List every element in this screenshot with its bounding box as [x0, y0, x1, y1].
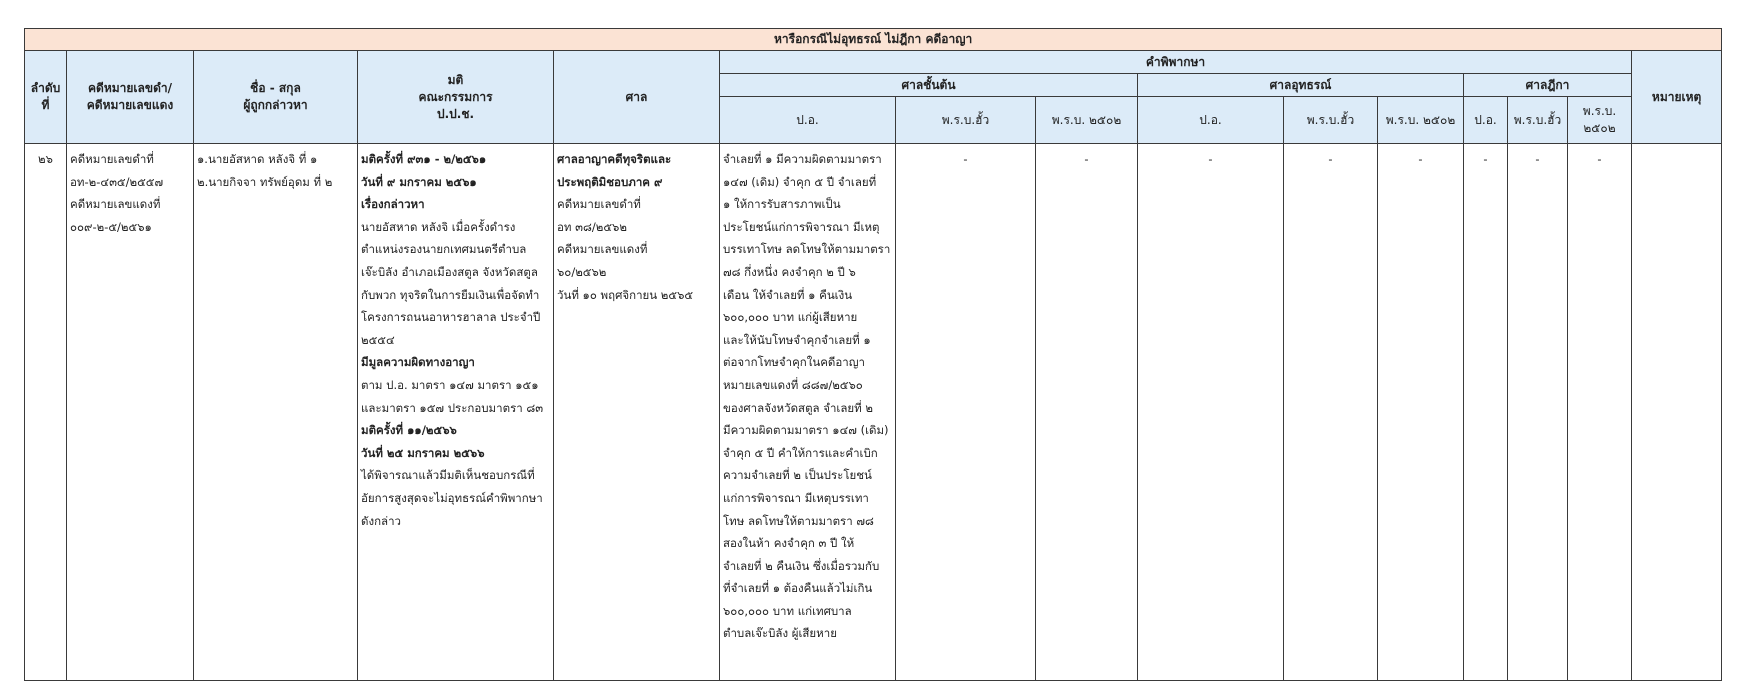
- resolution-line: ได้พิจารณาแล้วมีมติเห็นชอบกรณีที่: [361, 468, 535, 483]
- header-supreme-court: ศาลฎีกา: [1464, 74, 1632, 97]
- row-remark: [1632, 144, 1722, 681]
- header-supreme-prb-2502-line-2: ๒๕๐๒: [1583, 121, 1616, 135]
- case-line: ๐๐๙-๒-๕/๒๕๖๑: [70, 219, 152, 234]
- accused-name: ๒.นายกิจจา ทรัพย์อุดม ที่ ๒: [197, 174, 333, 189]
- header-no-line-1: ลำดับ: [30, 81, 61, 95]
- judgment-line: ประโยชน์แก่การพิจารณา มีเหตุ: [723, 219, 880, 234]
- resolution-line: เจ๊ะบิลัง อำเภอเมืองสตูล จังหวัดสตูล: [361, 264, 538, 279]
- judgment-line: แก่การพิจารณา มีเหตุบรรเทา: [723, 490, 869, 505]
- judgment-line: หมายเลขแดงที่ ๘๘๗/๒๕๖๐: [723, 377, 863, 392]
- header-name-line-2: ผู้ถูกกล่าวหา: [243, 98, 308, 112]
- judgment-line: เดือน ให้จำเลยที่ ๑ คืนเงิน: [723, 287, 853, 302]
- row-judgment-supreme-prb-2502: [1568, 144, 1632, 681]
- empty-dash: -: [1328, 152, 1333, 166]
- empty-dash: -: [963, 152, 968, 166]
- empty-dash: -: [1597, 152, 1602, 166]
- row-judgment-supreme-po: [1464, 144, 1508, 681]
- judgment-line: ของศาลจังหวัดสตูล จำเลยที่ ๒: [723, 400, 873, 415]
- judgment-line: ต่อจากโทษจำคุกในคดีอาญา: [723, 355, 865, 370]
- judgment-line: ๖๐๐,๐๐๐ บาท แก่ผู้เสียหาย: [723, 310, 858, 325]
- header-remark: หมายเหตุ: [1632, 51, 1722, 144]
- judgment-line: มีความผิดตามมาตรา ๑๔๗ (เดิม): [723, 423, 889, 438]
- header-appeal-prb-hua: พ.ร.บ.ฮั้ว: [1284, 97, 1378, 144]
- resolution-line: เรื่องกล่าวหา: [361, 197, 425, 212]
- resolution-line: กับพวก ทุจริตในการยืมเงินเพื่อจัดทำ: [361, 287, 540, 302]
- resolution-line: โครงการถนนอาหารฮาลาล ประจำปี: [361, 310, 541, 325]
- header-resolution: [358, 51, 554, 144]
- case-line: อท-๒-๔๓๕/๒๕๕๗: [70, 174, 164, 189]
- court-line: ประพฤติมิชอบภาค ๙: [557, 174, 663, 189]
- header-supreme-po: ป.อ.: [1464, 97, 1508, 144]
- judgment-line: ที่จำเลยที่ ๑ ต้องคืนแล้วไม่เกิน: [723, 581, 873, 596]
- judgment-line: โทษ ลดโทษให้ตามมาตรา ๗๘: [723, 513, 874, 528]
- resolution-line: มีมูลความผิดทางอาญา: [361, 355, 475, 370]
- header-name-line-1: ชื่อ - สกุล: [250, 81, 301, 95]
- resolution-line: ตาม ป.อ. มาตรา ๑๔๗ มาตรา ๑๕๑: [361, 377, 539, 392]
- header-case-line-1: คดีหมายเลขดำ/: [88, 81, 172, 95]
- header-case-line-2: คดีหมายเลขแดง: [86, 98, 174, 112]
- resolution-line: นายอัสหาด หลังจิ เมื่อครั้งดำรง: [361, 219, 516, 234]
- row-accused-names: [194, 144, 358, 681]
- header-supreme-prb-2502-line-1: พ.ร.บ.: [1582, 104, 1617, 118]
- header-appeal-po: ป.อ.: [1138, 97, 1284, 144]
- row-case-number: [67, 144, 194, 681]
- header-appeal-prb-2502: พ.ร.บ. ๒๕๐๒: [1378, 97, 1464, 144]
- empty-dash: -: [1208, 152, 1213, 166]
- row-judgment-appeal-po: [1138, 144, 1284, 681]
- judgment-line: ตำบลเจ๊ะบิลัง ผู้เสียหาย: [723, 626, 837, 641]
- judgment-line: ความจำเลยที่ ๒ เป็นประโยชน์: [723, 468, 872, 483]
- row-number: ๒๖: [25, 144, 67, 681]
- row-court: [554, 144, 720, 681]
- sheet-title: หารือกรณีไม่อุทธรณ์ ไม่ฎีกา คดีอาญา: [25, 29, 1722, 51]
- header-accused-name: [194, 51, 358, 144]
- court-line: ศาลอาญาคดีทุจริตและ: [557, 152, 672, 166]
- resolution-line: มติครั้งที่ ๙๓๑ - ๒/๒๕๖๑: [361, 152, 487, 166]
- judgment-line: ๑๔๗ (เดิม) จำคุก ๕ ปี จำเลยที่: [723, 174, 877, 189]
- row-judgment-first-prb-hua: [896, 144, 1036, 681]
- resolution-line: และมาตรา ๑๕๗ ประกอบมาตรา ๘๓: [361, 400, 544, 415]
- case-line: คดีหมายเลขดำที่: [70, 152, 154, 166]
- row-judgment-appeal-prb-hua: [1284, 144, 1378, 681]
- header-no: [25, 51, 67, 144]
- spreadsheet-table: [24, 28, 1721, 672]
- header-first-po: ป.อ.: [720, 97, 896, 144]
- resolution-line: อัยการสูงสุดจะไม่อุทธรณ์คำพิพากษา: [361, 490, 543, 505]
- header-resolution-line-1: มติ: [447, 72, 464, 87]
- header-resolution-line-2: คณะกรรมการ: [418, 89, 493, 104]
- header-first-prb-2502: พ.ร.บ. ๒๕๐๒: [1036, 97, 1138, 144]
- row-judgment-first-po: [720, 144, 896, 681]
- empty-dash: -: [1084, 152, 1089, 166]
- row-resolution: [358, 144, 554, 681]
- header-first-instance-court: ศาลชั้นต้น: [720, 74, 1138, 97]
- header-resolution-line-3: ป.ป.ช.: [436, 106, 475, 121]
- court-line: คดีหมายเลขดำที่: [557, 197, 641, 212]
- court-line: วันที่ ๑๐ พฤศจิกายน ๒๕๖๕: [557, 287, 694, 302]
- header-supreme-prb-hua: พ.ร.บ.ฮั้ว: [1508, 97, 1568, 144]
- court-line: คดีหมายเลขแดงที่: [557, 242, 648, 257]
- empty-dash: -: [1418, 152, 1423, 166]
- empty-dash: -: [1483, 152, 1488, 166]
- header-supreme-prb-2502: [1568, 97, 1632, 144]
- header-appeal-court: ศาลอุทธรณ์: [1138, 74, 1464, 97]
- judgment-line: ๖๐๐,๐๐๐ บาท แก่เทศบาล: [723, 603, 852, 618]
- judgment-line: บรรเทาโทษ ลดโทษให้ตามมาตรา: [723, 242, 891, 257]
- header-judgment: คำพิพากษา: [720, 51, 1632, 74]
- judgment-line: และให้นับโทษจำคุกจำเลยที่ ๑: [723, 332, 871, 347]
- judgment-line: ๑ ให้การรับสารภาพเป็น: [723, 197, 841, 212]
- court-line: อท ๓๘/๒๕๖๒: [557, 219, 627, 234]
- header-first-prb-hua: พ.ร.บ.ฮั้ว: [896, 97, 1036, 144]
- empty-dash: -: [1535, 152, 1540, 166]
- judgment-line: จำเลยที่ ๒ คืนเงิน ซึ่งเมื่อรวมกับ: [723, 558, 880, 573]
- resolution-line: ๒๕๕๔: [361, 332, 395, 347]
- judgment-line: จำเลยที่ ๑ มีความผิดตามมาตรา: [723, 152, 882, 166]
- header-no-line-2: ที่: [41, 98, 50, 112]
- court-line: ๖๐/๒๕๖๒: [557, 264, 607, 279]
- judgment-line: จำคุก ๕ ปี คำให้การและคำเบิก: [723, 445, 878, 460]
- case-line: คดีหมายเลขแดงที่: [70, 197, 161, 212]
- accused-name: ๑.นายอัสหาด หลังจิ ที่ ๑: [197, 152, 318, 166]
- table-row: [25, 144, 1722, 681]
- case-table: [24, 28, 1722, 681]
- row-judgment-appeal-prb-2502: [1378, 144, 1464, 681]
- judgment-line: ๗๘ กึ่งหนึ่ง คงจำคุก ๒ ปี ๖: [723, 264, 856, 279]
- judgment-line: สองในห้า คงจำคุก ๓ ปี ให้: [723, 536, 855, 551]
- row-judgment-first-prb-2502: [1036, 144, 1138, 681]
- resolution-line: วันที่ ๒๕ มกราคม ๒๕๖๖: [361, 445, 485, 460]
- row-judgment-supreme-prb-hua: [1508, 144, 1568, 681]
- header-court: ศาล: [554, 51, 720, 144]
- resolution-line: ตำแหน่งรองนายกเทศมนตรีตำบล: [361, 242, 527, 257]
- resolution-line: วันที่ ๙ มกราคม ๒๕๖๑: [361, 174, 477, 189]
- resolution-line: ดังกล่าว: [361, 513, 402, 528]
- resolution-line: มติครั้งที่ ๑๑/๒๕๖๖: [361, 423, 457, 438]
- header-case-number: [67, 51, 194, 144]
